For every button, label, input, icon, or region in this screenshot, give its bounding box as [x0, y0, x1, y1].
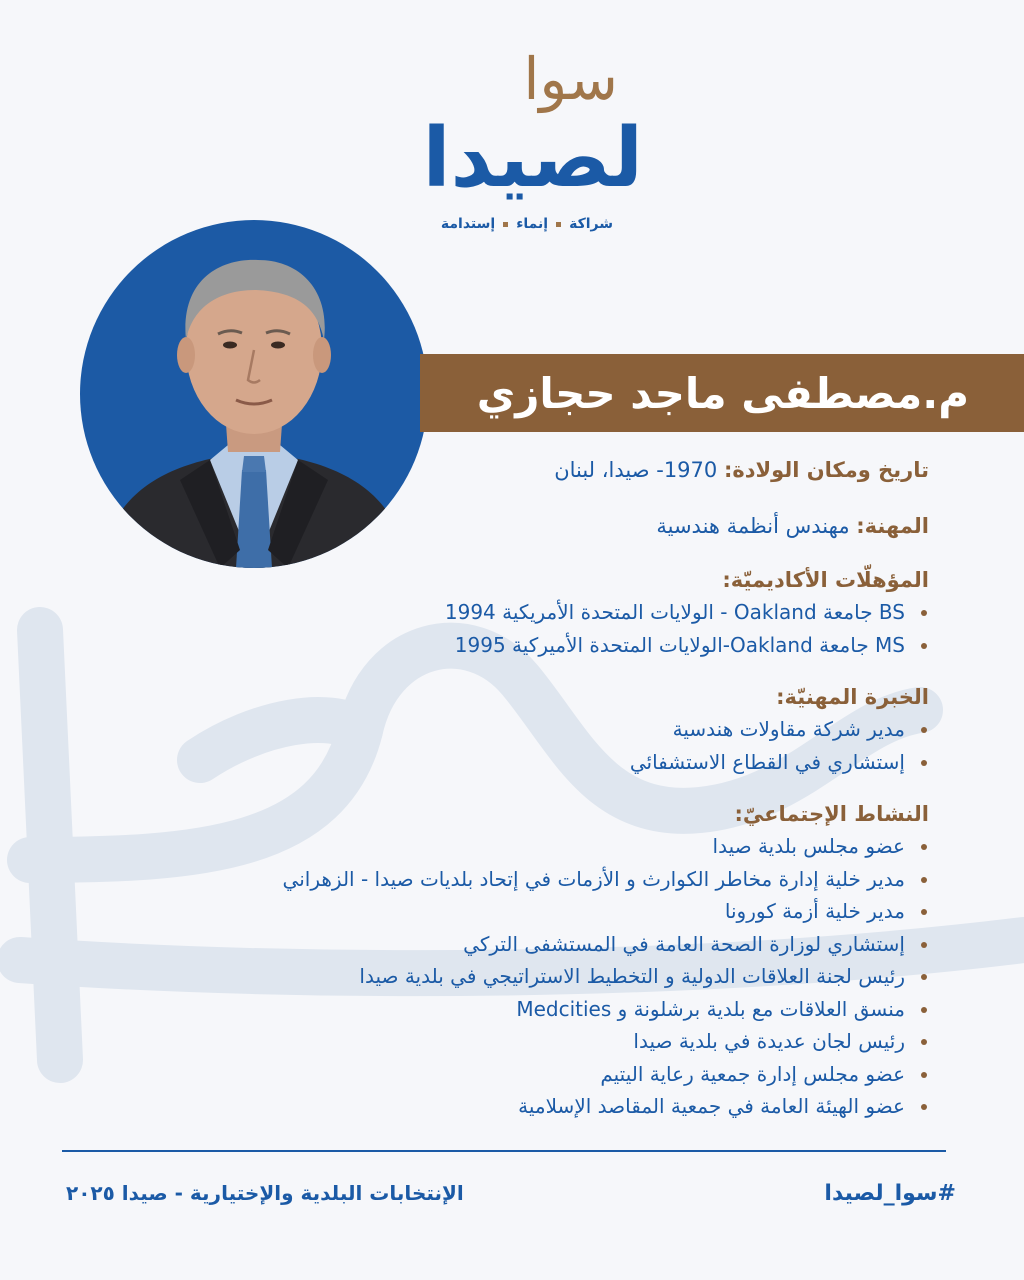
section-academic — [109, 564, 929, 661]
list-item-text: إستشاري في القطاع الاستشفائي — [629, 749, 905, 774]
bullet-icon — [921, 1007, 927, 1013]
logo-slogan — [441, 216, 613, 232]
candidate-name: م.مصطفى ماجد حجازي — [476, 368, 969, 418]
list-item — [109, 746, 929, 779]
list-item-text: رئيس لجان عديدة في بلدية صيدا — [633, 1029, 905, 1053]
section-social — [109, 798, 929, 1123]
profession-label: المهنة: — [856, 514, 929, 538]
bullet-icon — [921, 643, 927, 649]
social-list — [109, 830, 929, 1123]
bullet-icon — [921, 877, 927, 883]
birth-info — [109, 452, 929, 488]
bullet-icon — [921, 610, 927, 616]
candidate-details — [109, 452, 929, 1143]
profession-value: مهندس أنظمة هندسية — [656, 514, 850, 538]
birth-value: 1970- صيدا، لبنان — [554, 458, 718, 482]
bullet-icon — [921, 727, 927, 733]
list-item-text: عضو مجلس إدارة جمعية رعاية اليتيم — [600, 1061, 905, 1086]
academic-list — [109, 596, 929, 661]
list-item-text: مدير خلية إدارة مخاطر الكوارث و الأزمات في إتحاد بلديات صيدا - الزهراني — [282, 866, 905, 891]
list-item — [109, 1058, 929, 1091]
section-title: المؤهلّات الأكاديميّة: — [722, 568, 929, 592]
list-item — [109, 863, 929, 896]
list-item — [109, 629, 929, 662]
section-title: النشاط الإجتماعيّ: — [734, 802, 929, 826]
list-item — [109, 895, 929, 928]
campaign-hashtag: #سوا_لصيدا — [824, 1181, 956, 1206]
slogan-word: إنماء — [516, 216, 549, 232]
bullet-icon — [921, 844, 927, 850]
list-item — [109, 713, 929, 746]
list-item-text: عضو مجلس بلدية صيدا — [712, 834, 905, 858]
section-experience — [109, 681, 929, 778]
footer-divider — [62, 1150, 946, 1152]
bullet-icon — [921, 1072, 927, 1078]
slogan-separator — [503, 222, 508, 227]
experience-list — [109, 713, 929, 778]
list-item — [109, 596, 929, 629]
birth-label: تاريخ ومكان الولادة: — [723, 458, 929, 482]
campaign-logo — [388, 45, 648, 250]
list-item — [109, 1025, 929, 1058]
list-item-text: عضو الهيئة العامة في جمعية المقاصد الإسلامية — [518, 1094, 905, 1118]
list-item — [109, 830, 929, 863]
list-item — [109, 960, 929, 993]
list-item — [109, 1090, 929, 1123]
list-item — [109, 993, 929, 1026]
list-item-text: MS جامعة Oakland-الولايات المتحدة الأميركية 1995 — [454, 632, 905, 657]
logo-top-word: سوا — [523, 45, 618, 113]
bullet-icon — [921, 760, 927, 766]
list-item-text: BS جامعة Oakland - الولايات المتحدة الأمريكية 1994 — [444, 600, 905, 624]
bullet-icon — [921, 974, 927, 980]
list-item-text: مدير شركة مقاولات هندسية — [672, 717, 905, 741]
name-banner — [420, 354, 1024, 432]
list-item-text: إستشاري لوزارة الصحة العامة في المستشفى التركي — [463, 931, 905, 956]
bullet-icon — [921, 1039, 927, 1045]
list-item — [109, 928, 929, 961]
bullet-icon — [921, 942, 927, 948]
section-title: الخبرة المهنيّة: — [776, 685, 929, 709]
list-item-text: رئيس لجنة العلاقات الدولية و التخطيط الاستراتيجي في بلدية صيدا — [359, 964, 905, 988]
bullet-icon — [921, 1104, 927, 1110]
list-item-text: منسق العلاقات مع بلدية برشلونة و Medcities — [516, 996, 905, 1021]
campaign-title: الإنتخابات البلدية والإختيارية - صيدا ٢٠٢٥ — [66, 1181, 464, 1205]
profession-info — [109, 508, 929, 544]
slogan-word: إستدامة — [440, 216, 496, 232]
bullet-icon — [921, 909, 927, 915]
slogan-word: شراكة — [569, 216, 613, 232]
list-item-text: مدير خلية أزمة كورونا — [724, 899, 905, 923]
logo-main-word: لصيدا — [422, 111, 643, 206]
slogan-separator — [556, 222, 561, 227]
